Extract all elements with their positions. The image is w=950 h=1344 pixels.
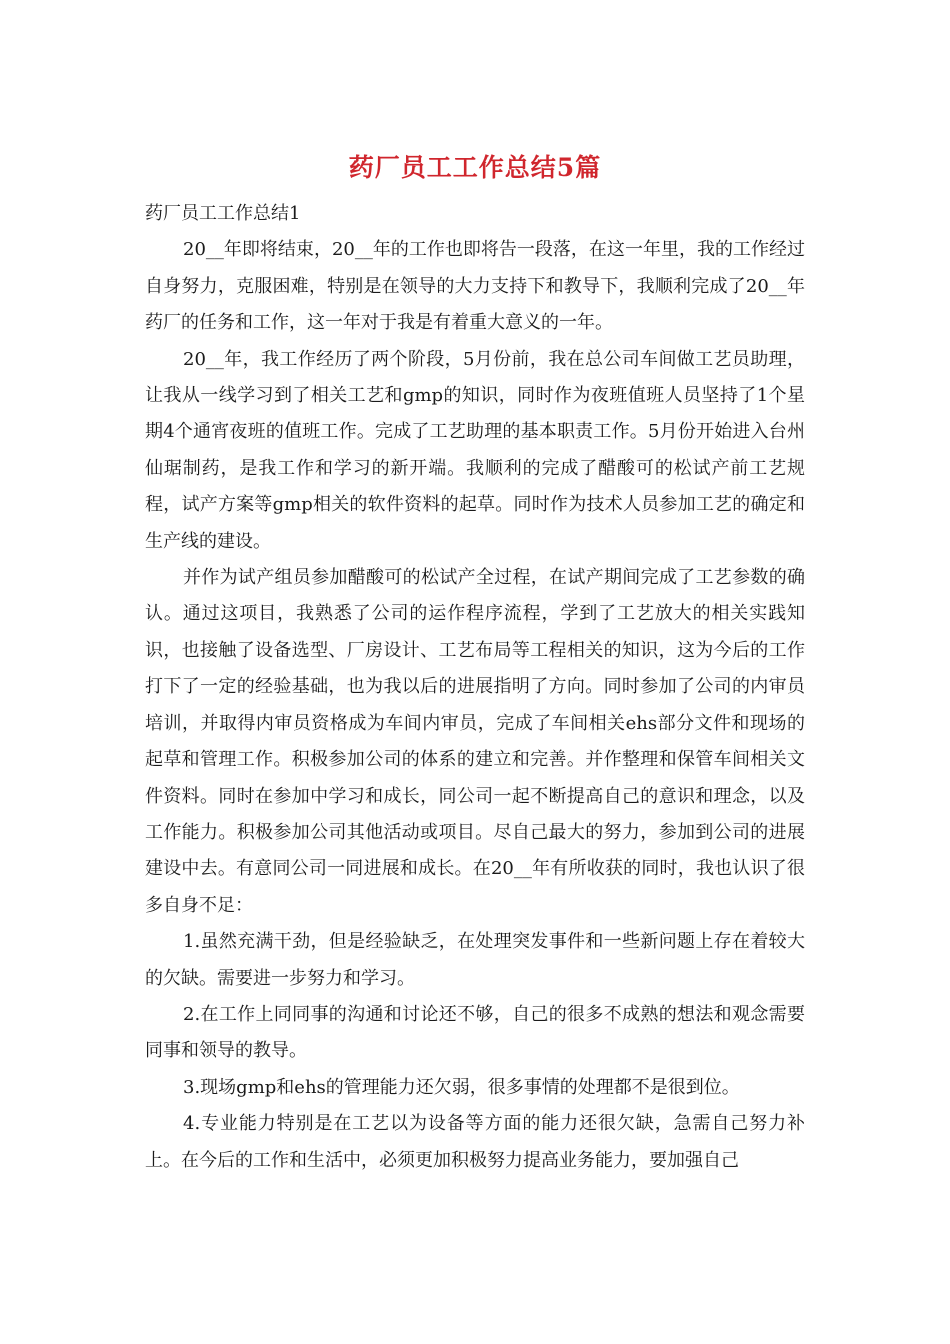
paragraph-3: 并作为试产组员参加醋酸可的松试产全过程，在试产期间完成了工艺参数的确认。通过这项目，我熟悉了公司的运作程序流程，学到了工艺放大的相关实践知识，也接触了设备选型、厂房设计、工艺布局等工程相关的知识，这为今后的工作打下了一定的经验基础，也为我以后的进展指明了方向。同时参加了公司的内审员培训，并取得内审员资格成为车间内审员，完成了车间相关ehs部分文件和现场的起草和管理工作。积极参加公司的体系的建立和完善。并作整理和保管车间相关文件资料。同时在参加中学习和成长，同公司一起不断提高自己的意识和理念，以及工作能力。积极参加公司其他活动或项目。尽自己最大的努力，参加到公司的进展建设中去。有意同公司一同进展和成长。在20__年有所收获的同时，我也认识了很多自身不足： (145, 567, 805, 916)
paragraph-2: 20__年，我工作经历了两个阶段，5月份前，我在总公司车间做工艺员助理，让我从一线学习到了相关工艺和gmp的知识，同时作为夜班值班人员坚持了1个星期4个通宵夜班的值班工作。完成了工艺助理的基本职责工作。5月份开始进入台州仙琚制药，是我工作和学习的新开端。我顺利的完成了醋酸可的松试产前工艺规程，试产方案等gmp相关的软件资料的起草。同时作为技术人员参加工艺的确定和生产线的建设。 (145, 348, 805, 552)
paragraph-1: 20__年即将结束，20__年的工作也即将告一段落，在这一年里，我的工作经过自身努力，克服困难，特别是在领导的大力支持下和教导下，我顺利完成了20__年药厂的任务和工作，这一年对于我是有着重大意义的一年。 (145, 239, 805, 334)
list-item-3: 3.现场gmp和ehs的管理能力还欠弱，很多事情的处理都不是很到位。 (183, 1076, 740, 1098)
list-item-1: 1.虽然充满干劲，但是经验缺乏，在处理突发事件和一些新问题上存在着较大的欠缺。需要进一步努力和学习。 (145, 931, 805, 989)
list-item-4: 4.专业能力特别是在工艺以为设备等方面的能力还很欠缺，急需自己努力补上。在今后的工作和生活中，必须更加积极努力提高业务能力，要加强自己 (145, 1113, 805, 1171)
document-body (145, 196, 805, 1179)
document-title: 药厂员工工作总结5篇 (348, 153, 602, 182)
list-item-2: 2.在工作上同同事的沟通和讨论还不够，自己的很多不成熟的想法和观念需要同事和领导的教导。 (145, 1003, 805, 1062)
section-heading: 药厂员工工作总结1 (145, 203, 301, 224)
